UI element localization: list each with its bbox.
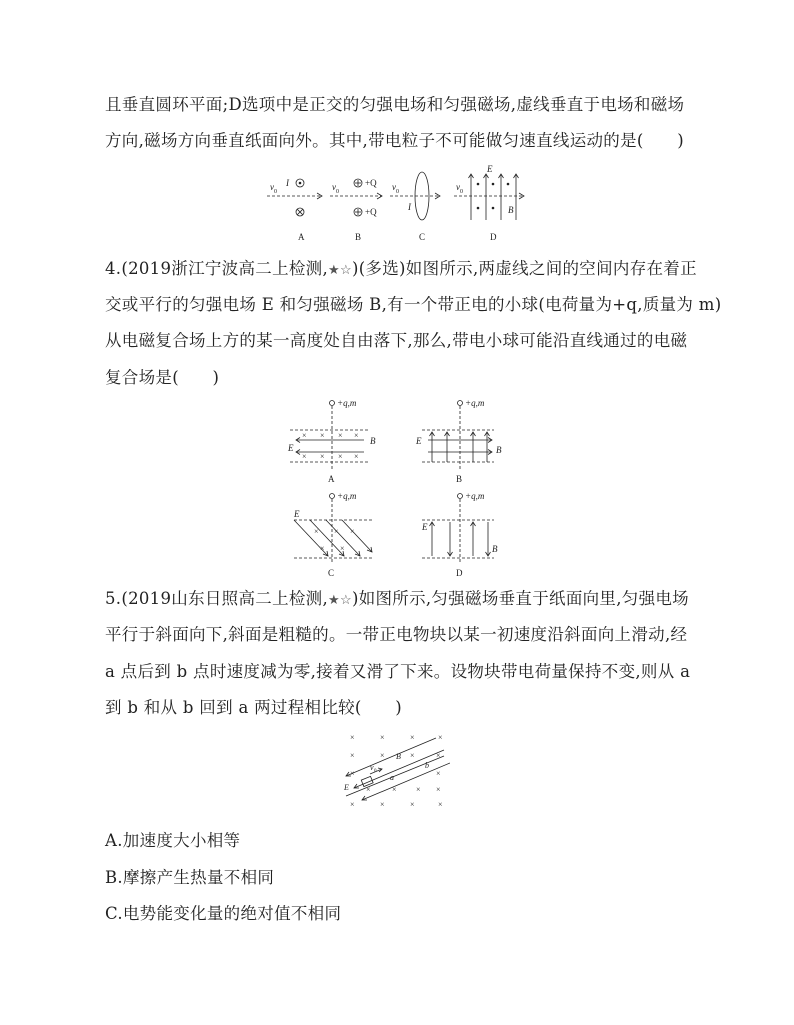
svg-text:×: × [354, 431, 359, 440]
svg-text:×: × [392, 785, 397, 794]
svg-text:×: × [320, 544, 325, 553]
q4-d-e-label: E [422, 522, 428, 532]
q4-difficulty-stars: ★☆ [328, 263, 352, 278]
q3-figure-c [390, 172, 440, 242]
q4-b-e-label: E [416, 436, 422, 446]
q4-a-b-label: B [370, 436, 376, 446]
q4-figure-b [415, 398, 502, 484]
q3-fig-label-d: D [490, 232, 497, 242]
svg-text:×: × [438, 733, 443, 742]
svg-text:×: × [366, 785, 371, 794]
q3-text-line1: 且垂直圆环平面;D选项中是正交的匀强电场和匀强磁场,虚线垂直于电场和磁场 [105, 95, 685, 114]
q3-figure-b [330, 178, 382, 242]
q3-figure-a [267, 178, 322, 242]
q4-text-line3: 从电磁复合场上方的某一高度处自由落下,那么,带电小球可能沿直线通过的电磁 [105, 331, 688, 350]
q5-option-a: A.加速度大小相等 [105, 831, 241, 850]
svg-text:×: × [354, 452, 359, 461]
svg-text:×: × [380, 800, 385, 809]
svg-text:×: × [338, 431, 343, 440]
svg-text:×: × [438, 800, 443, 809]
svg-text:×: × [350, 527, 355, 536]
q5-text-line3: a 点后到 b 点时速度减为零,接着又滑了下来。设物块带电荷量保持不变,则从 a [105, 662, 691, 681]
q3-d-e-label: E [487, 164, 493, 174]
q3-d-v0-label: v [456, 182, 460, 192]
q3-b-v0-label: v [332, 182, 336, 192]
svg-text:×: × [380, 751, 385, 760]
q3-b-charge-top: +Q [365, 178, 377, 188]
q4-a-e-label: E [288, 443, 294, 453]
q5-source: 5.(2019山东日照高二上检测, [105, 589, 329, 608]
q3-fig-label-c: C [419, 232, 426, 242]
q5-v0-sub: 0 [374, 769, 377, 774]
svg-text:×: × [436, 751, 441, 760]
svg-text:×: × [340, 544, 345, 553]
svg-text:×: × [350, 769, 355, 778]
svg-text:×: × [338, 452, 343, 461]
q4-c-e-label: E [294, 509, 300, 519]
q4-source: 4.(2019浙江宁波高二上检测, [105, 259, 329, 278]
svg-text:×: × [302, 452, 307, 461]
svg-text:×: × [350, 800, 355, 809]
q5-text-line1 [105, 588, 689, 612]
q3-fig-label-a: A [298, 232, 305, 242]
q3-d-v0-sub: 0 [460, 189, 463, 195]
svg-text:×: × [350, 733, 355, 742]
q4-fig-label-d: D [456, 568, 463, 578]
q3-a-v0-label: v [270, 182, 274, 192]
q4-d-b-label: B [492, 544, 498, 554]
q5-point-a-label: a [390, 773, 394, 782]
q5-stem-start: )如图所示,匀强磁场垂直于纸面向里,匀强电场 [351, 589, 689, 608]
q5-option-b: B.摩擦产生热量不相同 [105, 868, 275, 887]
q5-text-line4: 到 b 和从 b 回到 a 两过程相比较( ) [105, 698, 403, 717]
q4-b-charge-label: +q,m [465, 398, 485, 408]
svg-text:×: × [320, 431, 325, 440]
q3-fig-label-b: B [355, 232, 362, 242]
svg-text:×: × [380, 733, 385, 742]
q4-text-line1 [105, 258, 697, 282]
q3-figure-d [454, 164, 524, 242]
svg-text:×: × [334, 527, 339, 536]
q3-b-charge-bottom: +Q [365, 207, 377, 217]
svg-text:×: × [410, 733, 415, 742]
q4-c-charge-label: +q,m [337, 491, 357, 501]
q4-figure [280, 396, 520, 578]
q4-figure-d [421, 491, 498, 578]
q3-a-v0-sub: 0 [274, 189, 277, 195]
q3-a-current-label: I [286, 178, 289, 188]
svg-text:×: × [436, 785, 441, 794]
q5-b-field-label: B [396, 752, 401, 761]
svg-text:×: × [350, 751, 355, 760]
svg-text:×: × [410, 800, 415, 809]
q5-e-field-label: E [344, 783, 349, 792]
q3-c-v0-label: v [392, 182, 396, 192]
q5-v0-label: v [370, 763, 374, 772]
q4-fig-label-b: B [456, 474, 463, 484]
svg-text:×: × [410, 751, 415, 760]
q4-d-charge-label: +q,m [465, 491, 485, 501]
q4-fig-label-c: C [328, 568, 335, 578]
svg-text:×: × [320, 452, 325, 461]
q3-text-line2: 方向,磁场方向垂直纸面向外。其中,带电粒子不可能做匀速直线运动的是( ) [105, 131, 684, 150]
q5-option-c: C.电势能变化量的绝对值不相同 [105, 904, 342, 923]
svg-text:×: × [436, 769, 441, 778]
q3-c-current-label: I [408, 202, 411, 212]
svg-text:×: × [416, 785, 421, 794]
q4-stem-start: )(多选)如图所示,两虚线之间的空间内存在着正 [351, 259, 697, 278]
q5-figure [340, 730, 450, 812]
q5-text-line2: 平行于斜面向下,斜面是粗糙的。一带正电物块以某一初速度沿斜面向上滑动,经 [105, 625, 688, 644]
svg-text:×: × [302, 431, 307, 440]
q4-fig-label-a: A [328, 474, 335, 484]
svg-text:×: × [314, 527, 319, 536]
q4-text-line2: 交或平行的匀强电场 E 和匀强磁场 B,有一个带正电的小球(电荷量为+q,质量为 m) [105, 295, 722, 314]
q4-figure-c [293, 491, 372, 578]
q4-b-b-label: B [496, 445, 502, 455]
q4-text-line4: 复合场是( ) [105, 368, 220, 387]
q3-b-v0-sub: 0 [336, 189, 339, 195]
q3-c-v0-sub: 0 [396, 189, 399, 195]
q3-figure [262, 160, 552, 246]
q4-figure-a [287, 398, 376, 484]
q3-d-b-label: B [508, 205, 514, 215]
q4-a-charge-label: +q,m [337, 398, 357, 408]
q5-point-b-label: b [425, 761, 429, 770]
q5-difficulty-stars: ★☆ [328, 593, 352, 608]
